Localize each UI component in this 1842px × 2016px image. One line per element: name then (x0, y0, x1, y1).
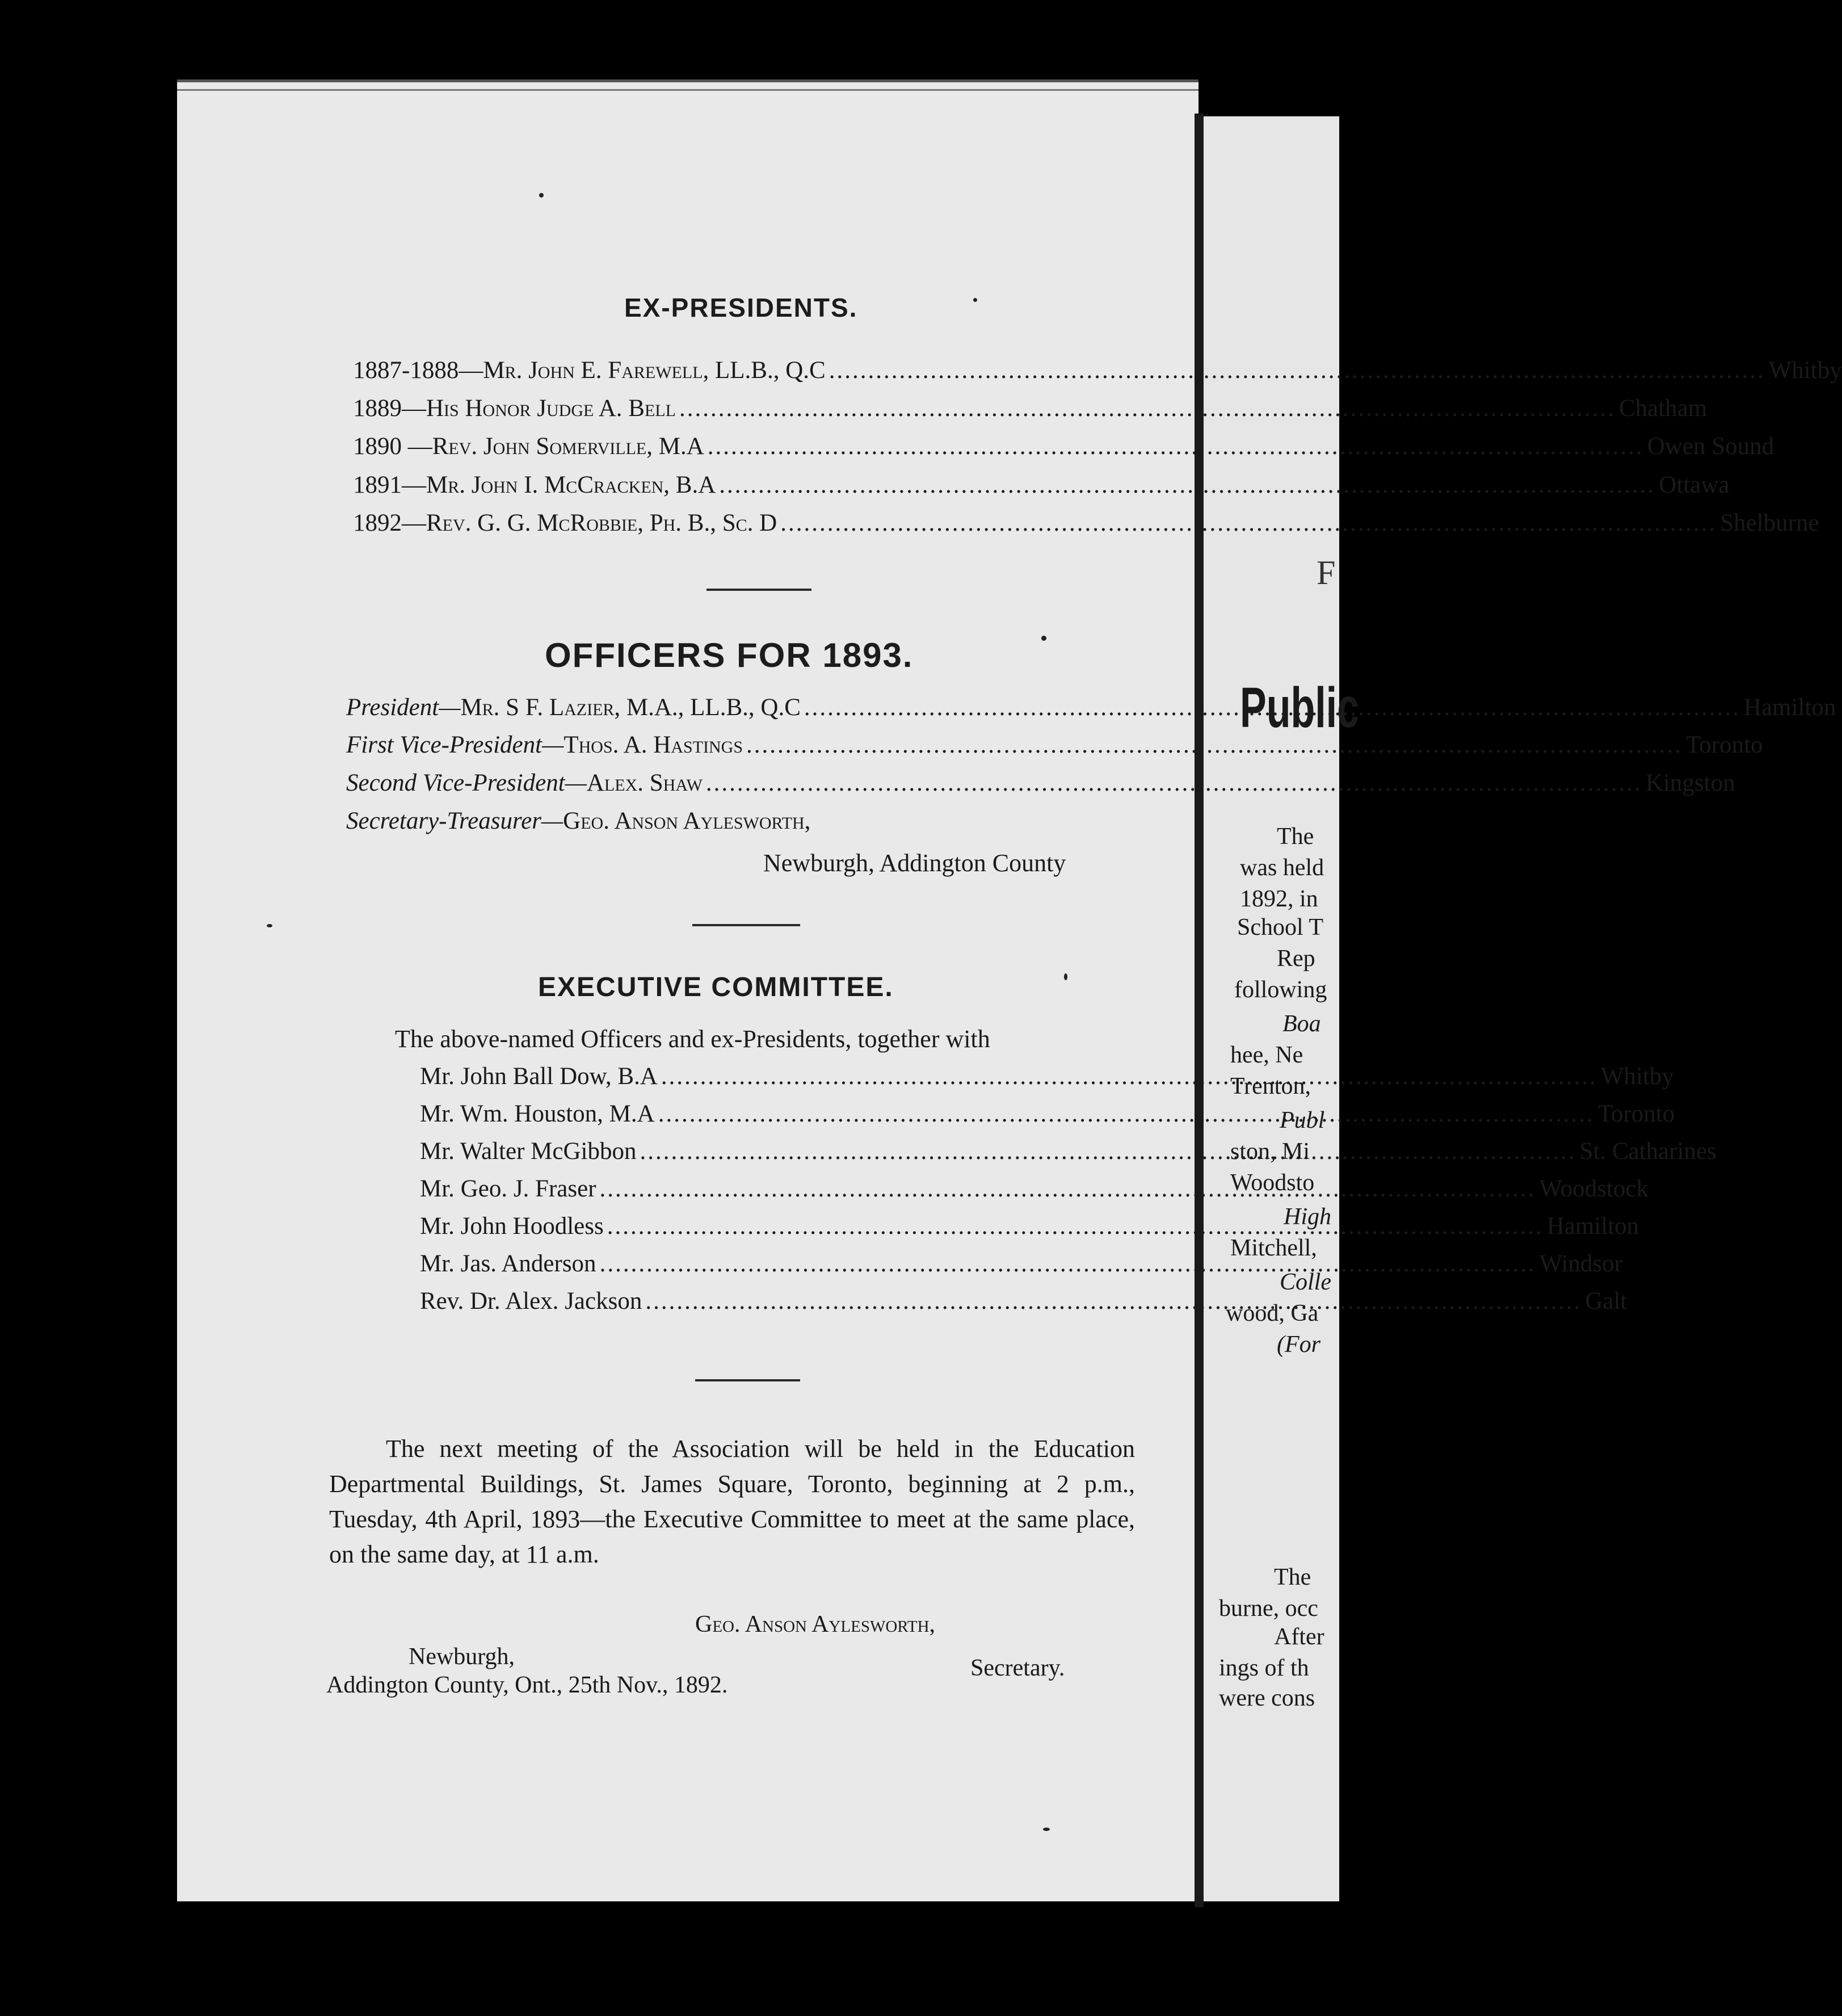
scan-speck (973, 298, 977, 302)
executive-member-place: Woodstock (1539, 1175, 1648, 1202)
executive-member-name: Rev. Dr. Alex. Jackson (420, 1288, 642, 1314)
right-page-line: Trenton, (1230, 1073, 1311, 1099)
ex-president-name: 1887-1888—Mr. John E. Farewell, LL.B., Q.C (353, 357, 826, 384)
right-page-line: 1892, in (1240, 886, 1318, 912)
signer-title: Secretary. (970, 1655, 1065, 1681)
right-page-line: Woodsto (1230, 1170, 1315, 1196)
ex-president-place: Shelburne (1720, 510, 1819, 536)
right-page-line: Publ (1280, 1107, 1325, 1133)
executive-member-name: Mr. Wm. Houston, M.A (420, 1101, 655, 1127)
right-page-line: ston, Mi (1230, 1139, 1310, 1165)
officer-place: Hamilton (1743, 694, 1836, 721)
right-page-line: The (1277, 824, 1314, 850)
executive-member-name: Mr. Walter McGibbon (420, 1138, 637, 1165)
executive-member-name: Mr. John Hoodless (420, 1213, 604, 1240)
divider-rule (706, 589, 811, 591)
right-page-line: The (1274, 1564, 1311, 1590)
page-top-edge (177, 79, 1198, 91)
dot-leader (719, 471, 1655, 499)
ex-presidents-heading: EX-PRESIDENTS. (624, 293, 858, 322)
officer-role: Second Vice-President— (346, 770, 587, 796)
officer-name: Thos. A. Hastings (563, 732, 743, 758)
executive-member-row (420, 1175, 1648, 1203)
dot-leader (645, 1287, 1582, 1315)
officer-place: Toronto (1686, 732, 1763, 758)
right-page-line: Rep (1277, 946, 1315, 972)
ex-president-row (353, 471, 1730, 499)
officer-role: First Vice-President— (346, 732, 564, 758)
dot-leader (600, 1250, 1536, 1278)
ex-president-place: Whitby (1768, 357, 1842, 384)
executive-intro-text: The above-named Officers and ex-Presidents, together with (395, 1025, 990, 1053)
scan-speck (1064, 973, 1067, 980)
secretary-address-text: Newburgh, Addington County (763, 849, 1066, 877)
ex-president-place: Chatham (1618, 395, 1708, 422)
ex-president-name: 1892—Rev. G. G. McRobbie, Ph. B., Sc. D (353, 510, 777, 536)
officer-row (346, 769, 1735, 797)
executive-member-place: St. Catharines (1579, 1138, 1717, 1165)
place-line-1: Newburgh, (409, 1644, 515, 1670)
signer-name: Geo. Anson Aylesworth, (695, 1611, 936, 1637)
executive-member-name: Mr. John Ball Dow, B.A (420, 1063, 658, 1090)
ex-president-row (353, 394, 1708, 422)
ex-president-row (353, 356, 1842, 384)
dot-leader (640, 1137, 1576, 1165)
executive-intro (395, 1024, 990, 1053)
ex-president-row (353, 432, 1774, 460)
right-page-line: Boa (1282, 1011, 1321, 1037)
executive-heading: EXECUTIVE COMMITTEE. (538, 972, 894, 1002)
right-page-line: After (1274, 1624, 1324, 1650)
ex-president-name: 1891—Mr. John I. McCracken, B.A (353, 472, 716, 498)
right-page-line: Colle (1280, 1269, 1331, 1295)
dot-leader (679, 394, 1616, 422)
right-page-line: School T (1237, 914, 1324, 940)
dot-leader (661, 1062, 1597, 1090)
dot-leader (607, 1212, 1544, 1240)
ex-president-place: Owen Sound (1647, 433, 1774, 460)
right-page-heading-fragment: F (1317, 554, 1336, 591)
right-page-line: High (1284, 1204, 1331, 1230)
right-page-line: ings of th (1219, 1655, 1309, 1681)
right-page-line: burne, occ (1219, 1595, 1318, 1622)
officer-row (346, 807, 1149, 835)
officer-name: Alex. Shaw (586, 770, 703, 796)
executive-member-place: Galt (1585, 1288, 1627, 1314)
executive-member-place: Toronto (1597, 1101, 1675, 1127)
right-page-title-fragment: Public (1240, 676, 1360, 740)
scan-speck (1041, 636, 1046, 641)
scan-speck (539, 193, 544, 198)
executive-member-name: Mr. Jas. Anderson (420, 1250, 596, 1277)
meeting-notice: The next meeting of the Association will be held in the Education Departmental Buildings, St. James Square, Toronto, beginning at 2 p.m., Tuesday, 4th April, 1893—the Executive Committee to meet at the same place, on the same day, at 11 a.m. (329, 1435, 1135, 1568)
executive-member-place: Hamilton (1546, 1213, 1639, 1240)
executive-member-row (420, 1250, 1622, 1278)
dot-leader (658, 1100, 1595, 1128)
dot-leader (706, 769, 1642, 797)
right-page-line: was held (1240, 855, 1324, 881)
secretary-address (763, 849, 1066, 877)
officer-role: Secretary-Treasurer— (346, 808, 563, 834)
officer-name: Mr. S F. Lazier, M.A., LL.B., Q.C (460, 694, 801, 721)
officer-name: Geo. Anson Aylesworth, (563, 808, 811, 834)
officer-place: Kingston (1645, 770, 1735, 796)
place-line-2: Addington County, Ont., 25th Nov., 1892. (326, 1672, 728, 1698)
divider-rule (695, 1379, 800, 1381)
dot-leader (829, 356, 1765, 384)
right-page-line: wood, Ga (1226, 1300, 1319, 1326)
scan-speck (267, 924, 272, 927)
officer-row (346, 731, 1763, 759)
right-page-line: Mitchell, (1230, 1235, 1317, 1261)
right-page-line: were cons (1219, 1685, 1315, 1711)
right-page-line: following (1234, 977, 1327, 1003)
officer-role: President— (346, 694, 461, 721)
ex-president-place: Ottawa (1659, 472, 1730, 498)
divider-rule (692, 924, 800, 926)
executive-member-place: Windsor (1539, 1250, 1622, 1277)
dot-leader (708, 432, 1644, 460)
ex-president-name: 1889—His Honor Judge A. Bell (353, 395, 676, 422)
dot-leader (746, 731, 1683, 759)
scan-speck (1043, 1828, 1050, 1831)
officer-row (346, 694, 1836, 721)
dot-leader (600, 1175, 1536, 1203)
officers-heading: OFFICERS FOR 1893. (545, 636, 914, 674)
executive-member-place: Whitby (1600, 1063, 1674, 1090)
executive-member-name: Mr. Geo. J. Fraser (420, 1175, 596, 1202)
dot-leader (780, 509, 1717, 537)
ex-president-row (353, 509, 1819, 537)
right-page-line: hee, Ne (1230, 1042, 1303, 1068)
right-page-line: (For (1277, 1332, 1320, 1358)
ex-president-name: 1890 —Rev. John Somerville, M.A (353, 433, 704, 460)
